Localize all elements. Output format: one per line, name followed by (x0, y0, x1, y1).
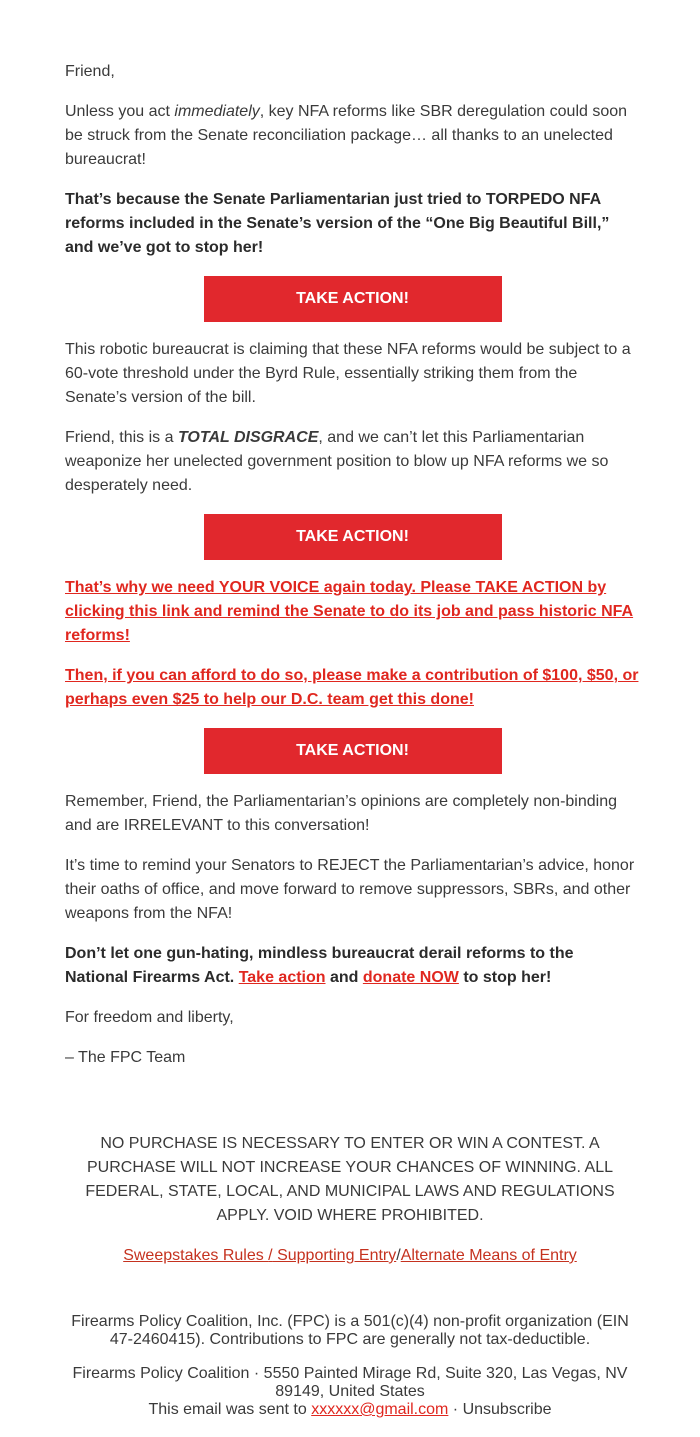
cta-row-2 (65, 514, 640, 560)
paragraph-contribution (65, 664, 640, 712)
paragraph-dont-let (65, 942, 640, 990)
contribution-link[interactable]: Then, if you can afford to do so, please make a contribution of $100, $50, or perhaps even $25 to help our D.C. team get this done! (65, 667, 639, 708)
paragraph-remind-senators: It’s time to remind your Senators to REJECT the Parliamentarian’s advice, honor their oaths of office, and move forward to remove suppressors, SBRs, and other weapons from the NFA! (65, 857, 635, 922)
footer-address-block (70, 1365, 630, 1419)
signoff: For freedom and liberty, (65, 1009, 234, 1026)
disgrace-emphasis: TOTAL DISGRACE (177, 429, 319, 446)
dont-let-pre: Don’t let one gun-hating, mindless bureaucrat derail reforms to the National Firearms Act. (65, 945, 574, 986)
paragraph-byrd-rule: This robotic bureaucrat is claiming that these NFA reforms would be subject to a 60-vote threshold under the Byrd Rule, essentially striking them from the Senate’s version of the bill. (65, 341, 631, 406)
donate-now-link[interactable]: donate NOW (362, 969, 459, 986)
alternate-entry-link[interactable]: Alternate Means of Entry (400, 1247, 577, 1264)
take-action-button-3[interactable]: TAKE ACTION! (204, 728, 502, 774)
take-action-inline-link[interactable]: Take action (238, 969, 326, 986)
slash-separator-2: / (396, 1247, 401, 1264)
take-action-button-2[interactable]: TAKE ACTION! (204, 514, 502, 560)
recipient-email-link[interactable]: xxxxxx@gmail.com (311, 1401, 449, 1418)
legal-disclaimer: NO PURCHASE IS NECESSARY TO ENTER OR WIN A CONTEST. A PURCHASE WILL NOT INCREASE YOUR CHANCES OF WINNING. ALL FEDERAL, STATE, LOCAL, AND MUNICIPAL LAWS AND REGULATIONS APPLY. VOID WHERE PROHIBITED. (85, 1135, 615, 1224)
intro-pre: Unless you act (65, 103, 175, 120)
paragraph-remember: Remember, Friend, the Parliamentarian’s opinions are completely non-binding and are IRRELEVANT to this conversation! (65, 793, 617, 834)
signature: – The FPC Team (65, 1049, 186, 1066)
sent-to-label: This email was sent to (148, 1401, 312, 1418)
disgrace-pre: Friend, this is a (65, 429, 178, 446)
postal-address: Firearms Policy Coalition · 5550 Painted Mirage Rd, Suite 320, Las Vegas, NV 89149, United States (72, 1365, 628, 1400)
intro-emphasis: immediately (174, 103, 260, 120)
paragraph-intro (65, 100, 640, 172)
dont-let-mid: and (325, 969, 363, 986)
greeting: Friend, (65, 63, 115, 80)
take-action-button-1[interactable]: TAKE ACTION! (204, 276, 502, 322)
disgrace-post: , and we can’t let this Parliamentarian weaponize her unelected government position to blow up NFA reforms we so desperately need. (65, 429, 609, 494)
cta-row-1 (65, 276, 640, 322)
cta-row-3 (65, 728, 640, 774)
paragraph-your-voice (65, 576, 640, 648)
sweepstakes-links (70, 1244, 630, 1268)
email-body (65, 60, 640, 1086)
sweepstakes-rules-link[interactable]: Sweepstakes Rules (123, 1247, 269, 1264)
dont-let-post: to stop her! (458, 969, 552, 986)
sent-to-line (70, 1401, 630, 1419)
org-disclosure: Firearms Policy Coalition, Inc. (FPC) is a 501(c)(4) non-profit organization (EIN 47-2460415). Contributions to FPC are generally not tax-deductible. (71, 1313, 629, 1348)
intro-post: , key NFA reforms like SBR deregulation could soon be struck from the Senate reconciliation package… all thanks to an unelected bureaucrat! (65, 103, 628, 168)
paragraph-torpedo: That’s because the Senate Parliamentarian just tried to TORPEDO NFA reforms included in the Senate’s version of the “One Big Beautiful Bill,” and we’ve got to stop her! (65, 191, 610, 256)
supporting-entry-link[interactable]: Supporting Entry (272, 1247, 397, 1264)
unsubscribe-link[interactable]: Unsubscribe (462, 1401, 552, 1418)
dot-separator: · (448, 1401, 463, 1418)
slash-separator-1: / (268, 1247, 273, 1264)
paragraph-disgrace (65, 426, 640, 498)
your-voice-link[interactable]: That’s why we need YOUR VOICE again today. Please TAKE ACTION by clicking this link and remind the Senate to do its job and pass historic NFA reforms! (65, 579, 634, 644)
